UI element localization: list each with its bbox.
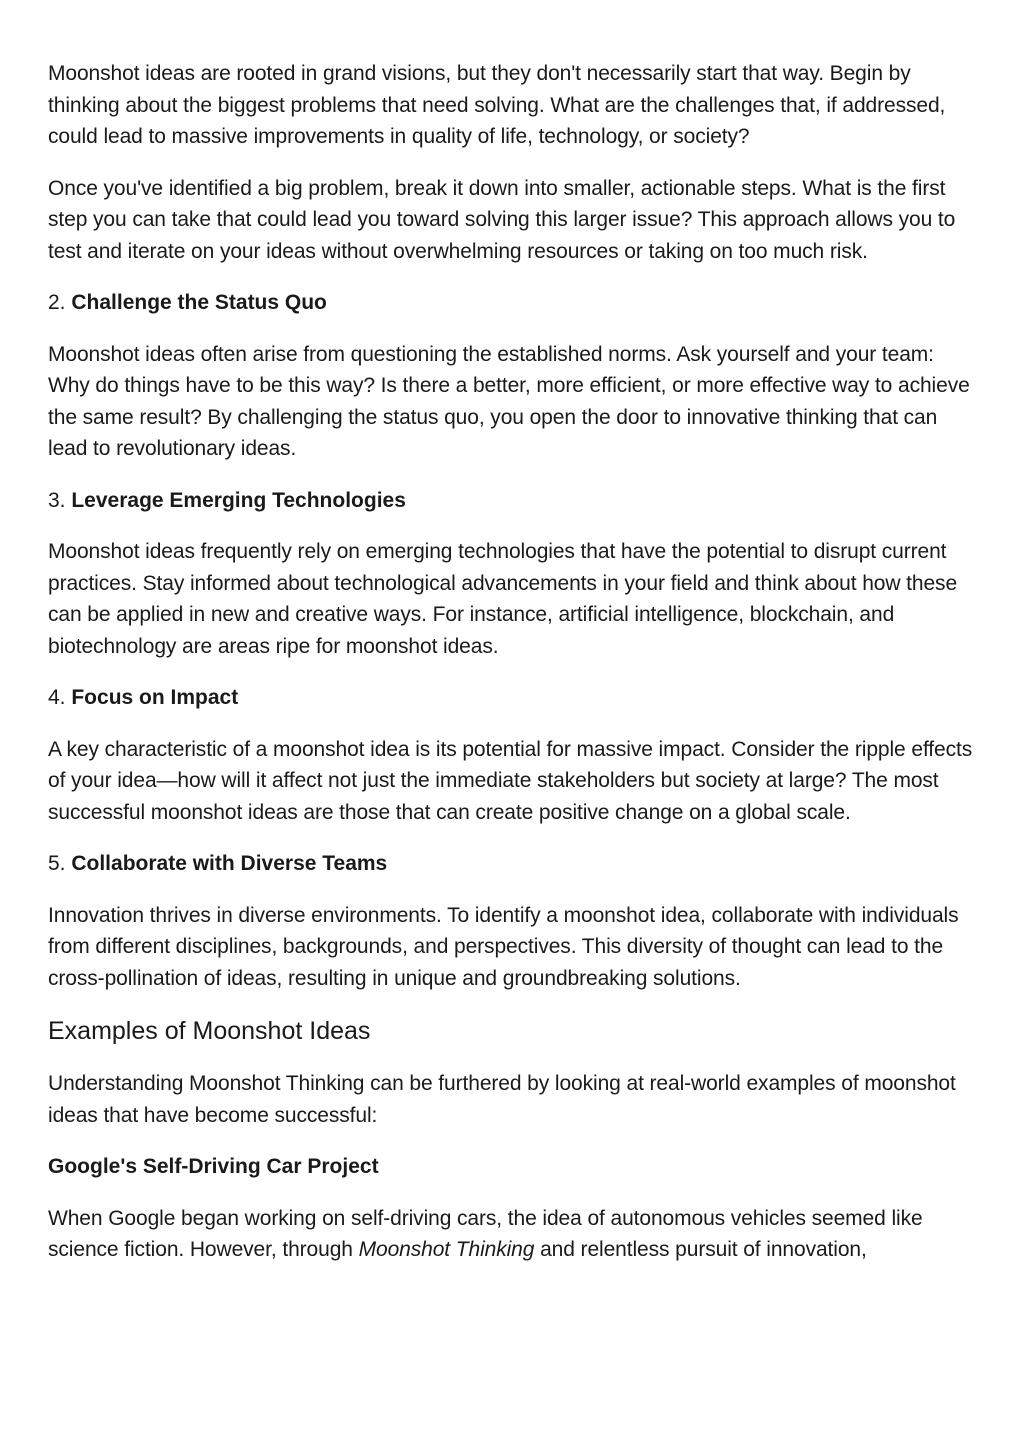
step-body-4: A key characteristic of a moonshot idea is its potential for massive impact. Consider the ripple effects of your idea—how will it affect not just the immediate stakeholders but society at large? The most successful moonshot ideas are those that can create positive change on a global scale. (48, 737, 973, 824)
step-heading-3 (48, 485, 976, 517)
examples-heading: Examples of Moonshot Ideas (48, 1017, 371, 1045)
examples-intro: Understanding Moonshot Thinking can be furthered by looking at real-world examples of moonshot ideas that have become successful: (48, 1072, 956, 1127)
step-title: Focus on Impact (71, 686, 239, 709)
intro-paragraph-1: Moonshot ideas are rooted in grand visions, but they don't necessarily start that way. Begin by thinking about the biggest problems that need solving. What are the challenges that, if addressed, could lead to massive improvements in quality of life, technology, or society? (48, 62, 946, 148)
google-body-text: When Google began working on self-driving cars, the idea of autonomous vehicles seemed like science fiction. However, through (48, 1206, 923, 1261)
step-heading-4 (48, 682, 976, 714)
step-title: Challenge the Status Quo (71, 291, 327, 314)
intro-paragraph-2: Once you've identified a big problem, break it down into smaller, actionable steps. What is the first step you can take that could lead you toward solving this larger issue? This approach allows you to test and iterate on your ideas without overwhelming resources or taking on too much risk. (48, 176, 956, 263)
step-body-5: Innovation thrives in diverse environments. To identify a moonshot idea, collaborate with individuals from different disciplines, backgrounds, and perspectives. This diversity of thought can lead to the cross-pollination of ideas, resulting in unique and groundbreaking solutions. (48, 903, 959, 990)
step-number: 3. (48, 488, 72, 512)
step-heading-5 (48, 848, 976, 880)
step-title: Leverage Emerging Technologies (71, 488, 406, 512)
step-body-2: Moonshot ideas often arise from questioning the established norms. Ask yourself and your team: Why do things have to be this way? Is there a better, more efficient, or more effective way to achieve the same result? By challenging the status quo, you open the door to innovative thinking that can lead to revolutionary ideas. (48, 342, 970, 460)
google-body-text-end: and relentless pursuit of innovation, (534, 1238, 867, 1261)
google-body-emphasis: Moonshot Thinking (358, 1238, 535, 1261)
step-number: 4. (48, 686, 72, 709)
step-heading-2 (48, 287, 976, 319)
step-number: 2. (48, 291, 72, 314)
google-example-title: Google's Self-Driving Car Project (48, 1155, 379, 1178)
google-example-body (48, 1203, 976, 1266)
step-number: 5. (48, 852, 72, 875)
step-title: Collaborate with Diverse Teams (71, 852, 388, 875)
step-body-3: Moonshot ideas frequently rely on emerging technologies that have the potential to disrupt current practices. Stay informed about technological advancements in your field and think about how these can be applied in new and creative ways. For instance, artificial intelligence, blockchain, and biotechnology are areas ripe for moonshot ideas. (48, 540, 958, 658)
